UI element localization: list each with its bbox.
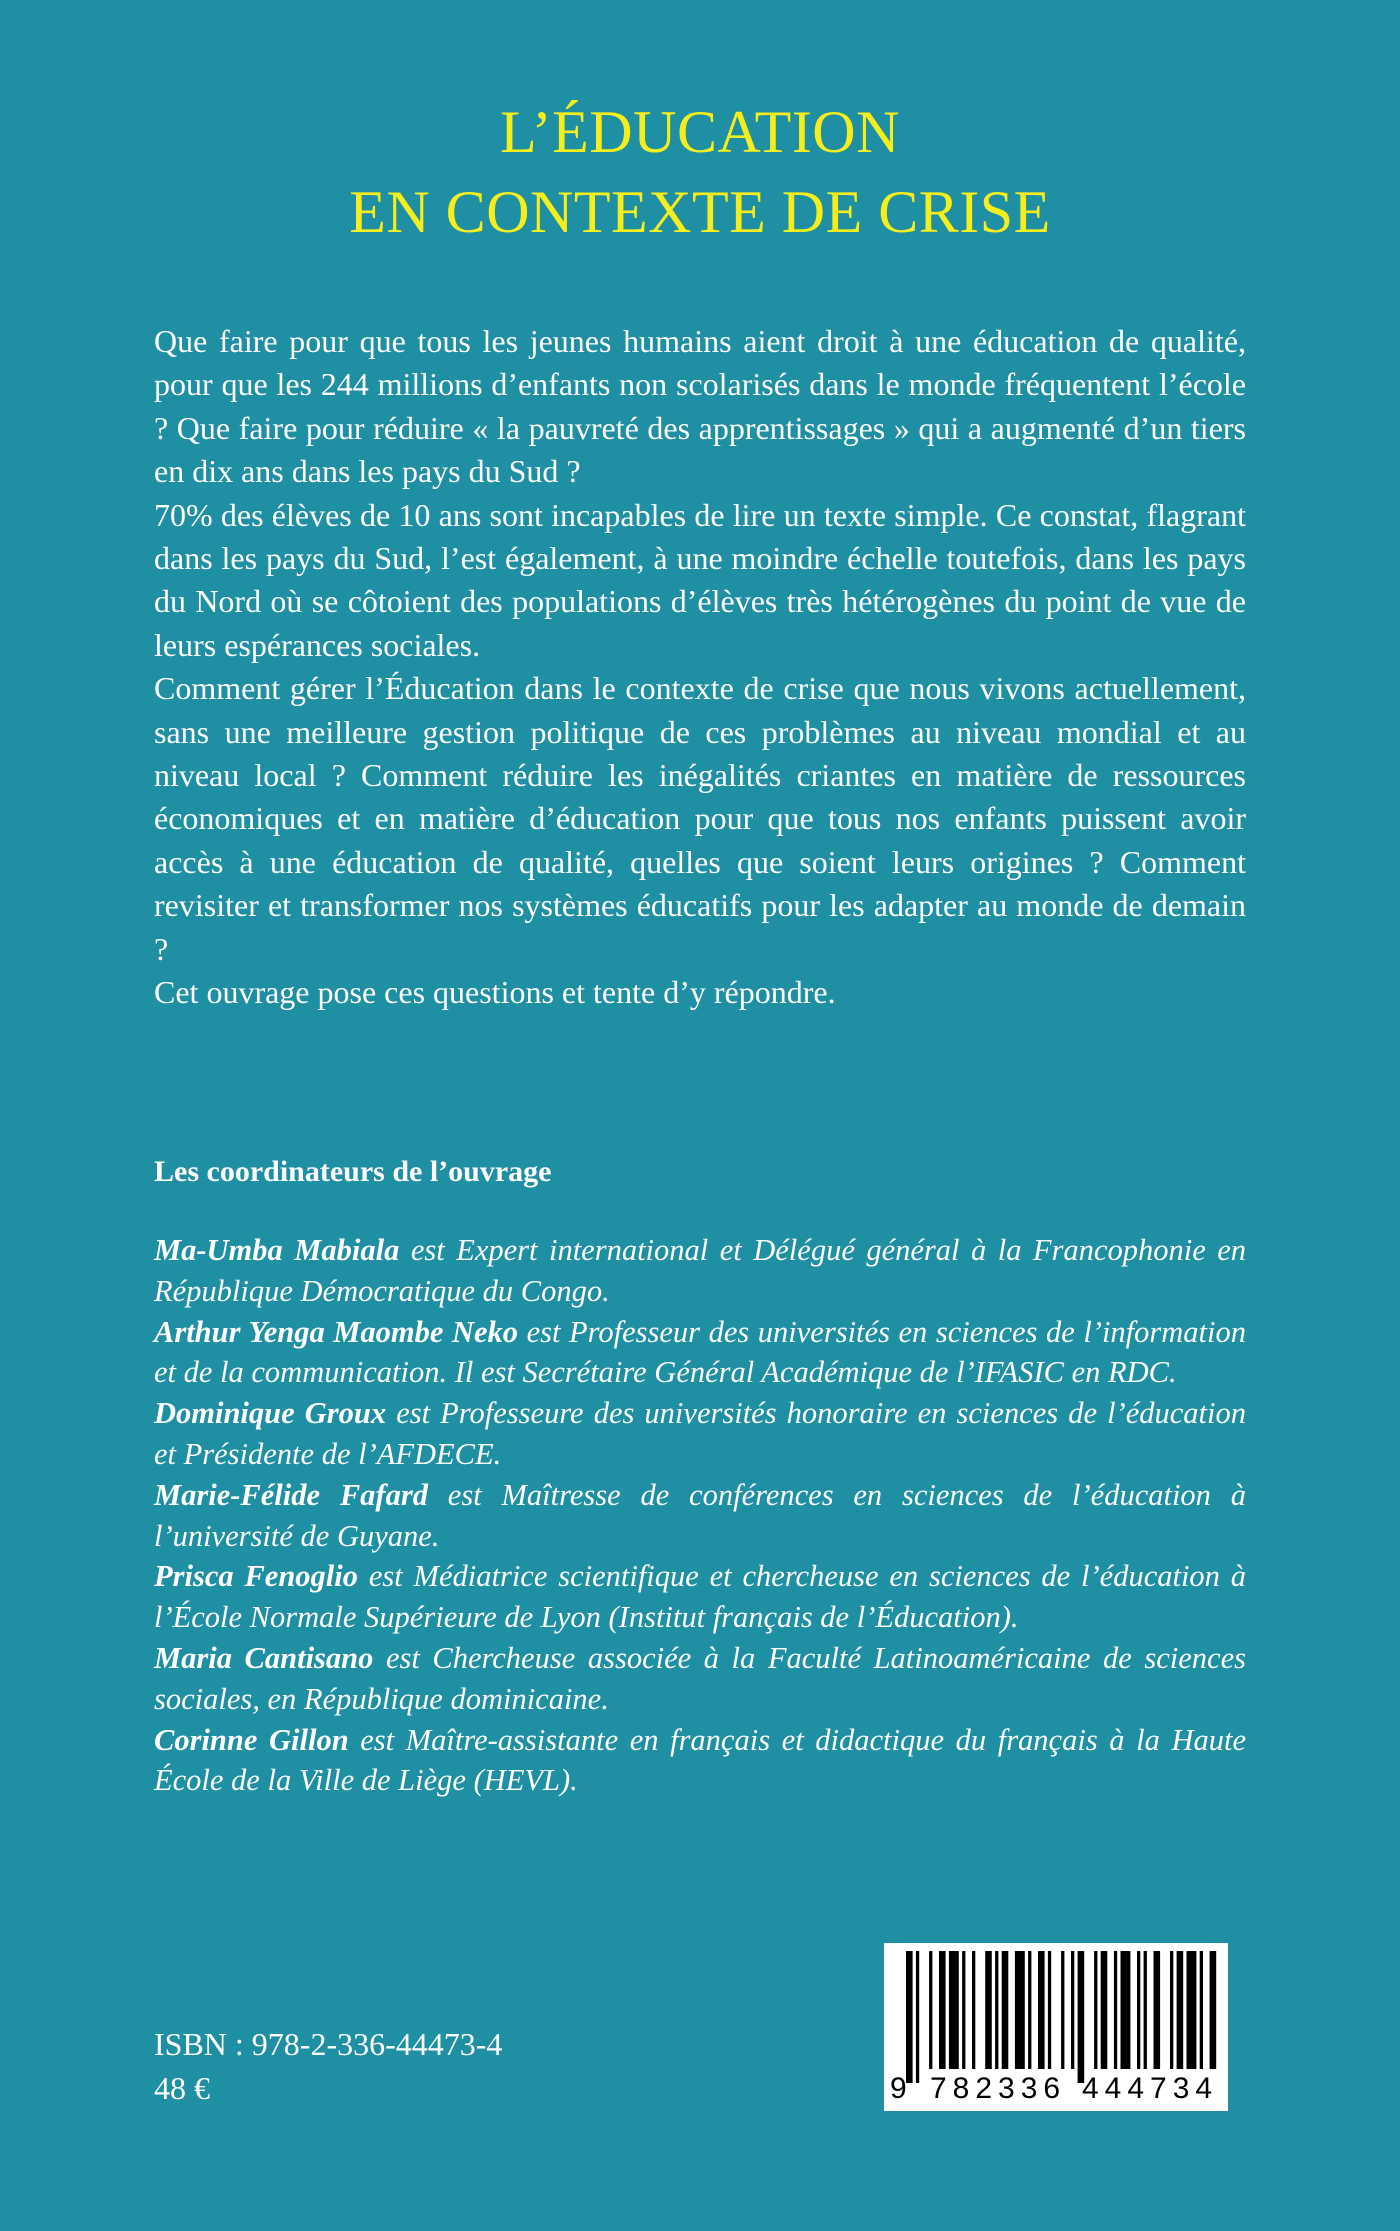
coordinator-bio: est Médiatrice scientifique et chercheuse en sciences de l’éducation à l’École Normale Supérieure de Lyon (Institut français de l’Éducation).	[154, 1559, 1247, 1635]
back-cover-summary	[154, 320, 1246, 1015]
summary-paragraph-2: 70% des élèves de 10 ans sont incapables de lire un texte simple. Ce constat, flagrant dans les pays du Sud, l’est également, à une moindre échelle toutefois, dans les pays du Nord où se côtoient des populations d’élèves très hétérogènes du point de vue de leurs espérances sociales.	[154, 496, 1246, 663]
coordinators-heading: Les coordinateurs de l’ouvrage	[154, 1155, 552, 1188]
barcode-bar	[995, 1951, 998, 2069]
barcode-bar	[1114, 1951, 1117, 2069]
barcode-digits-right: 444734	[1082, 2072, 1219, 2105]
barcode-bar	[1028, 1951, 1031, 2069]
barcode-bar	[939, 1951, 946, 2069]
barcode-bar	[962, 1951, 965, 2069]
barcode-digits	[884, 2071, 1228, 2111]
barcode-bar	[1170, 1951, 1173, 2069]
coordinator-name: Marie-Félide Fafard	[154, 1477, 428, 1512]
barcode-bar	[1200, 1951, 1203, 2069]
coordinator-entry	[154, 1638, 1246, 1720]
coordinator-entry	[154, 1720, 1246, 1802]
coordinator-name: Ma-Umba Mabiala	[154, 1233, 400, 1267]
barcode	[884, 1943, 1228, 2111]
book-title	[0, 92, 1400, 252]
summary-paragraph-3: Comment gérer l’Éducation dans le contexte de crise que nous vivons actuellement, sans une meilleure gestion politique de ces problèmes au niveau mondial et au niveau local ? Comment réduire les inégalités criantes en matière de ressources économiques et en matière d’éducation pour que tous nos enfants puissent avoir accès à une éducation de qualité, quelles que soient leurs origines ? Comment revisiter et transformer nos systèmes éducatifs pour les adapter au monde de demain ?	[154, 670, 1246, 967]
barcode-bar	[1078, 1951, 1085, 2083]
barcode-bar	[1101, 1951, 1108, 2069]
summary-paragraph-1: Que faire pour que tous les jeunes humains aient droit à une éducation de qualité, pour que les 244 millions d’enfants non scolarisés dans le monde fréquentent l’école ? Que faire pour réduire « la pauvreté des apprentissages » qui a augmenté d’un tiers en dix ans dans les pays du Sud ?	[154, 323, 1246, 490]
barcode-bar	[1002, 1951, 1009, 2069]
barcode-bar	[972, 1951, 975, 2069]
coordinator-entry	[154, 1393, 1246, 1475]
barcode-bar	[1177, 1951, 1184, 2069]
barcode-bar	[949, 1951, 959, 2069]
barcode-bar	[1144, 1951, 1147, 2069]
isbn-text: ISBN : 978-2-336-44473-4	[154, 2026, 503, 2062]
price-text: 48 €	[154, 2070, 210, 2106]
coordinator-bio: est Maîtresse de conférences en sciences de l’éducation à l’université de Guyane.	[154, 1477, 1246, 1553]
coordinator-bio: est Maître-assistante en français et didactique du français à la Haute École de la Ville de Liège (HEVL).	[154, 1722, 1246, 1798]
coordinator-entry	[154, 1475, 1246, 1557]
barcode-bar	[1137, 1951, 1140, 2069]
barcode-bar	[1121, 1951, 1131, 2069]
book-title-line-1: L’ÉDUCATION	[500, 99, 900, 165]
barcode-bar	[1048, 1951, 1051, 2069]
coordinator-name: Prisca Fenoglio	[154, 1559, 359, 1594]
coordinator-entry	[154, 1312, 1246, 1394]
summary-paragraph-4: Cet ouvrage pose ces questions et tente d’y répondre.	[154, 974, 836, 1011]
barcode-bar	[916, 1951, 919, 2083]
barcode-bar	[1094, 1951, 1097, 2069]
coordinator-bio: est Professeur des universités en sciences de l’information et de la communication. Il est Secrétaire Général Académique de l’IFASIC en RDC.	[154, 1314, 1247, 1390]
barcode-bar	[1071, 1951, 1074, 2069]
coordinators-list	[154, 1230, 1246, 1801]
barcode-digits-left: 782336	[930, 2072, 1067, 2105]
barcode-bar	[1015, 1951, 1025, 2069]
coordinator-name: Arthur Yenga Maombe Neko	[154, 1314, 519, 1349]
barcode-bar	[1038, 1951, 1045, 2069]
barcode-bar	[1187, 1951, 1197, 2069]
barcode-digit-first: 9	[890, 2072, 907, 2105]
barcode-bar	[1061, 1951, 1064, 2069]
coordinator-name: Corinne Gillon	[154, 1722, 349, 1757]
coordinator-name: Dominique Groux	[154, 1396, 387, 1431]
coordinator-bio: est Chercheuse associée à la Faculté Latinoaméricaine de sciences sociales, en République dominicaine.	[154, 1640, 1246, 1716]
book-title-line-2: EN CONTEXTE DE CRISE	[349, 179, 1051, 245]
barcode-bar	[1154, 1951, 1161, 2069]
coordinator-entry	[154, 1556, 1246, 1638]
coordinator-bio: est Expert international et Délégué général à la Francophonie en République Démocratique du Congo.	[154, 1233, 1247, 1308]
barcode-bar	[1210, 1951, 1217, 2069]
barcode-bar	[929, 1951, 932, 2069]
barcode-bar	[985, 1951, 992, 2069]
coordinator-bio: est Professeure des universités honoraire en sciences de l’éducation et Présidente de l’AFDECE.	[154, 1396, 1246, 1471]
barcode-bar	[906, 1951, 913, 2083]
coordinator-name: Maria Cantisano	[154, 1640, 374, 1675]
coordinator-entry	[154, 1230, 1246, 1312]
